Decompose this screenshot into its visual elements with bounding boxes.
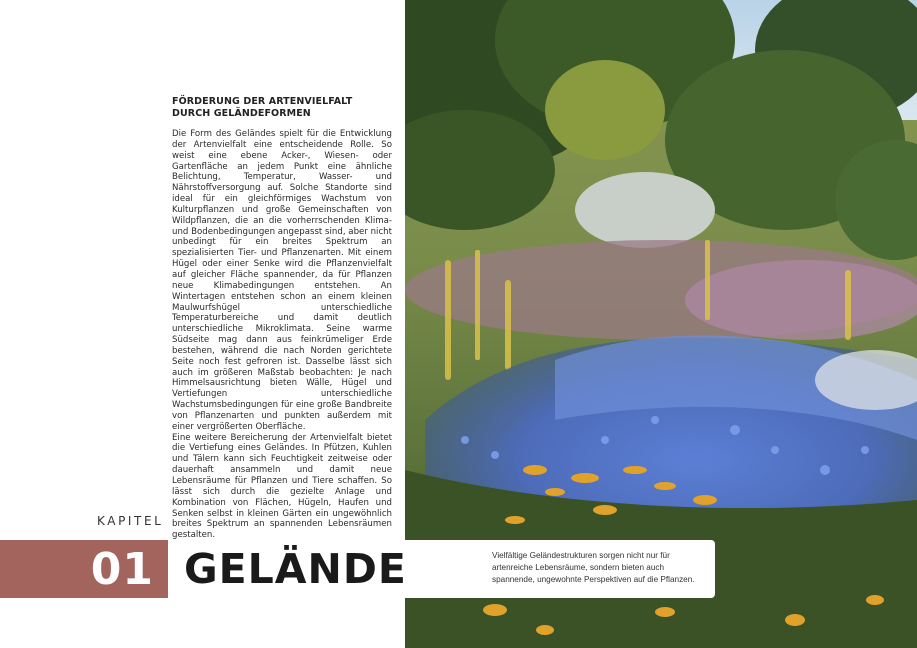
article-heading [172, 96, 392, 120]
kapitel-label: KAPITEL [97, 514, 164, 528]
article-heading-line-2: DURCH GELÄNDEFORMEN [172, 108, 311, 119]
article-heading-line-1: FÖRDERUNG DER ARTENVIELFALT [172, 96, 353, 107]
chapter-banner [0, 540, 715, 598]
photo-caption: Vielfältige Geländestrukturen sorgen nicht nur für artenreiche Lebensräume, sondern bieten auch spannende, ungewohnte Perspektiven auf die Pflanzen. [492, 551, 695, 584]
article-paragraph-2: Eine weitere Bereicherung der Artenvielfalt bietet die Vertiefung eines Geländes. In Pfützen, Kuhlen und Tälern kann sich Feuchtigkeit zeitweise oder dauerhaft ansammeln und damit neue Lebensräume für Pflanzen und Tiere schaffen. So lässt sich durch die gezielte Anlage und Kombination von Flächen, Hügeln, Haufen und Senken selbst in kleinen Gärten ein ungewöhnlich breites Spektrum an spannenden Lebensräumen gestalten. [172, 432, 392, 541]
article-body [172, 129, 392, 541]
chapter-title-box [168, 540, 715, 598]
article-paragraph-1: Die Form des Geländes spielt für die Entwicklung der Artenvielfalt eine entscheidende Rolle. So weist eine ebene Acker-, Wiesen- oder Gartenfläche an jedem Punkt eine ähnliche Belichtung, Temperatur, Wasser- und Nährstoffversorgung auf. Solche Standorte sind ideal für ein gleichförmiges Wachstum von Kulturpflanzen und große Gemeinschaften von Wildpflanzen, die an die vorherrschenden Klima- und Bodenbedingungen angepasst sind, aber nicht unbedingt für ein breites Spektrum an spezialisierten Tier- und Pflanzenarten. Mit einem Hügel oder einer Senke wird die Pflanzenvielfalt auf gleicher Fläche spannender, da für Pflanzen neue Klimabedingungen entstehen. An Wintertagen entstehen schon an einem kleinen Maulwurfshügel unterschiedliche Temperaturbereiche und damit deutlich unterschiedliche Mikroklimata. Seine warme Südseite mag dann aus feinkrümeliger Erde bestehen, während die nach Norden gerichtete Seite noch fest gefroren ist. Dasselbe lässt sich auch im größeren Maßstab beobachten: Je nach Himmelsausrichtung bieten Wälle, Hügel und Vertiefungen unterschiedliche Wachstumsbedingungen für eine große Bandbreite von Pflanzenarten und punkten außerdem mit einer vergrößerten Oberfläche. [172, 129, 392, 432]
chapter-number: 01 [90, 544, 154, 595]
chapter-title: GELÄNDE [184, 545, 407, 593]
chapter-number-box [0, 540, 168, 598]
